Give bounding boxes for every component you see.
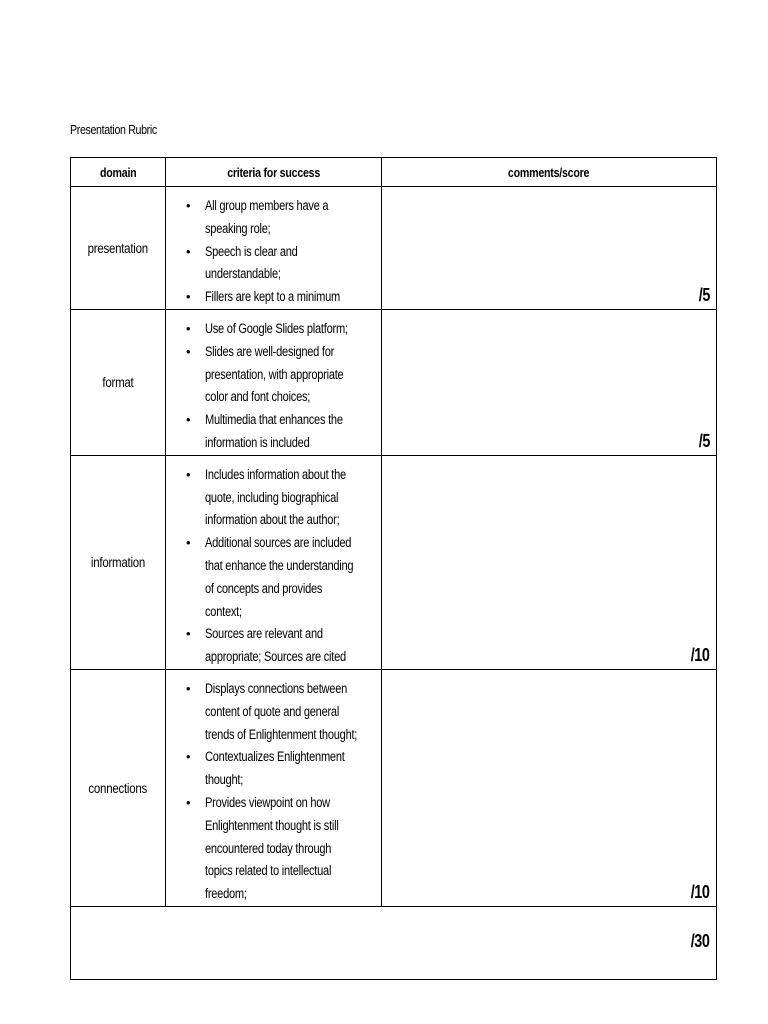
criteria-item: • Fillers are kept to a minimum: [186, 286, 381, 309]
criteria-item: • Use of Google Slides platform;: [186, 318, 381, 341]
criteria-item: • Sources are relevant and appropriate; Sources are cited: [186, 623, 381, 669]
comments-cell[interactable]: [382, 309, 717, 455]
table-row: [71, 187, 717, 310]
criteria-cell: [166, 455, 382, 669]
criteria-item: • Includes information about the quote, including biographical information about the author;: [186, 464, 381, 532]
criteria-cell: [166, 187, 382, 310]
total-score-label: /30: [691, 930, 710, 951]
criteria-item: • Contextualizes Enlightenment thought;: [186, 746, 381, 792]
table-row: [71, 309, 717, 455]
comments-cell[interactable]: [382, 455, 717, 669]
criteria-item: • Provides viewpoint on how Enlightenment thought is still encountered today through topics related to intellectual freedom;: [186, 792, 381, 906]
criteria-item: • Slides are well-designed for presentation, with appropriate color and font choices;: [186, 341, 381, 409]
score-label: /5: [698, 284, 710, 305]
score-label: /5: [698, 430, 710, 451]
score-label: /10: [691, 881, 710, 902]
rubric-table: [70, 157, 717, 980]
page-title: Presentation Rubric: [70, 123, 157, 137]
domain-cell: connections: [71, 669, 166, 906]
total-row: [71, 906, 717, 979]
table-row: [71, 455, 717, 669]
domain-cell: format: [71, 309, 166, 455]
header-domain: domain: [71, 158, 166, 187]
header-criteria: criteria for success: [166, 158, 382, 187]
domain-cell: presentation: [71, 187, 166, 310]
criteria-item: • All group members have a speaking role;: [186, 195, 381, 241]
domain-cell: information: [71, 455, 166, 669]
criteria-item: • Displays connections between content of quote and general trends of Enlightenment thought;: [186, 678, 381, 746]
total-cell[interactable]: [71, 906, 717, 979]
header-comments: comments/score: [382, 158, 717, 187]
table-row: [71, 669, 717, 906]
comments-cell[interactable]: [382, 187, 717, 310]
criteria-item: • Speech is clear and understandable;: [186, 241, 381, 287]
criteria-item: • Multimedia that enhances the information is included: [186, 409, 381, 455]
comments-cell[interactable]: [382, 669, 717, 906]
criteria-cell: [166, 669, 382, 906]
criteria-cell: [166, 309, 382, 455]
header-row: [71, 158, 717, 187]
criteria-item: • Additional sources are included that enhance the understanding of concepts and provides context;: [186, 532, 381, 623]
score-label: /10: [691, 644, 710, 665]
